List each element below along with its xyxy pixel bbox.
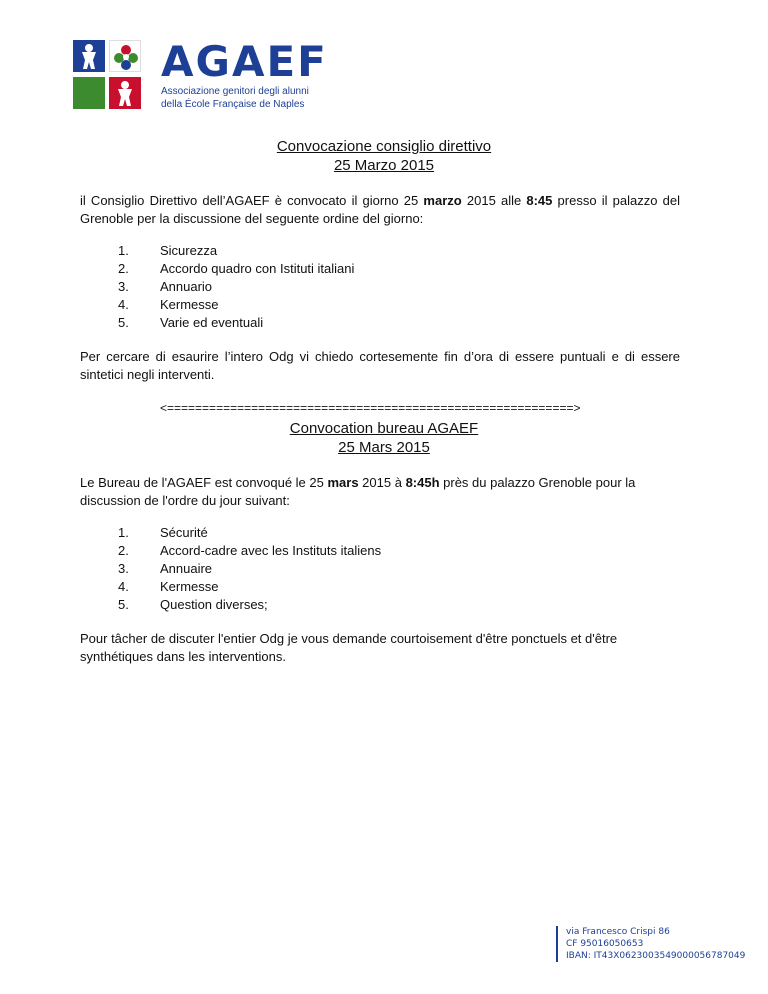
french-intro-bold-month: mars	[327, 475, 359, 490]
french-closing: Pour tâcher de discuter l'entier Odg je vous demande courtoisement d'être ponctuels et d'être synthétiques dans les interventions.	[80, 631, 618, 664]
footer-contact	[556, 926, 745, 962]
footer-address: via Francesco Crispi 86	[566, 927, 670, 937]
italian-closing: Per cercare di esaurire l’intero Odg vi chiedo cortesemente fin d’ora di essere puntuali e di essere sintetici negli interventi.	[80, 349, 680, 382]
italian-intro-text-2: 2015 alle	[461, 193, 527, 208]
french-intro-text-2: 2015 à	[358, 475, 406, 490]
section-divider: <==========================================================>	[160, 401, 581, 415]
footer-iban: IBAN: IT43X0623003549000056787049	[566, 951, 746, 961]
italian-agenda-list	[118, 242, 354, 332]
logo-tile-red	[109, 77, 141, 109]
item-number: 4.	[118, 297, 129, 312]
italian-intro-bold-month: marzo	[423, 193, 462, 208]
footer-cf: CF 95016050653	[566, 939, 644, 949]
french-date: 25 Mars 2015	[338, 439, 430, 456]
item-text: Kermesse	[160, 579, 219, 594]
italian-title: Convocazione consiglio direttivo	[276, 138, 492, 155]
list-item	[118, 542, 381, 560]
french-intro-text-1: Le Bureau de l'AGAEF est convoqué le 25	[80, 475, 328, 490]
list-item	[118, 314, 354, 332]
item-number: 3.	[118, 561, 129, 576]
italian-intro	[80, 192, 680, 228]
item-number: 4.	[118, 579, 129, 594]
italian-intro-text-1: il Consiglio Direttivo dell’AGAEF è convocato il giorno 25	[80, 193, 424, 208]
item-text: Sicurezza	[160, 243, 218, 258]
logo-wordmark: AGAEF	[161, 37, 328, 86]
item-text: Accord-cadre avec les Instituts italiens	[160, 543, 382, 558]
list-item	[118, 242, 354, 260]
item-number: 3.	[118, 279, 129, 294]
italian-intro-bold-time: 8:45	[526, 193, 553, 208]
item-number: 1.	[118, 525, 129, 540]
item-text: Sécurité	[160, 525, 208, 540]
item-text: Accordo quadro con Istituti italiani	[160, 261, 355, 276]
item-number: 1.	[118, 243, 129, 258]
list-item	[118, 278, 354, 296]
item-text: Varie ed eventuali	[160, 315, 264, 330]
italian-date: 25 Marzo 2015	[333, 157, 435, 174]
item-text: Kermesse	[160, 297, 219, 312]
french-intro-text-3: près du palazzo Grenoble pour la discussion de l'ordre du jour suivant:	[80, 475, 636, 508]
logo-tagline-2: della École Française de Naples	[161, 99, 305, 110]
french-title: Convocation bureau AGAEF	[289, 420, 479, 437]
item-number: 2.	[118, 261, 129, 276]
french-intro	[80, 474, 670, 510]
logo-tile-blue	[73, 40, 105, 72]
item-number: 2.	[118, 543, 129, 558]
french-heading	[0, 419, 768, 457]
logo-tile-green	[73, 77, 105, 109]
list-item	[118, 524, 381, 542]
list-item	[118, 260, 354, 278]
italian-intro-text-3: presso il palazzo del Grenoble per la discussione del seguente ordine del giorno:	[80, 193, 680, 226]
item-number: 5.	[118, 315, 129, 330]
french-agenda-list	[118, 524, 381, 614]
logo-tagline-1: Associazione genitori degli alunni	[161, 86, 309, 97]
list-item	[118, 596, 381, 614]
list-item	[118, 560, 381, 578]
list-item	[118, 578, 381, 596]
logo-flower-icon	[109, 40, 141, 72]
item-text: Annuaire	[160, 561, 213, 576]
item-text: Question diverses;	[160, 597, 268, 612]
french-intro-bold-time: 8:45h	[405, 475, 440, 490]
item-number: 5.	[118, 597, 129, 612]
list-item	[118, 296, 354, 314]
italian-heading	[0, 137, 768, 175]
item-text: Annuario	[160, 279, 213, 294]
